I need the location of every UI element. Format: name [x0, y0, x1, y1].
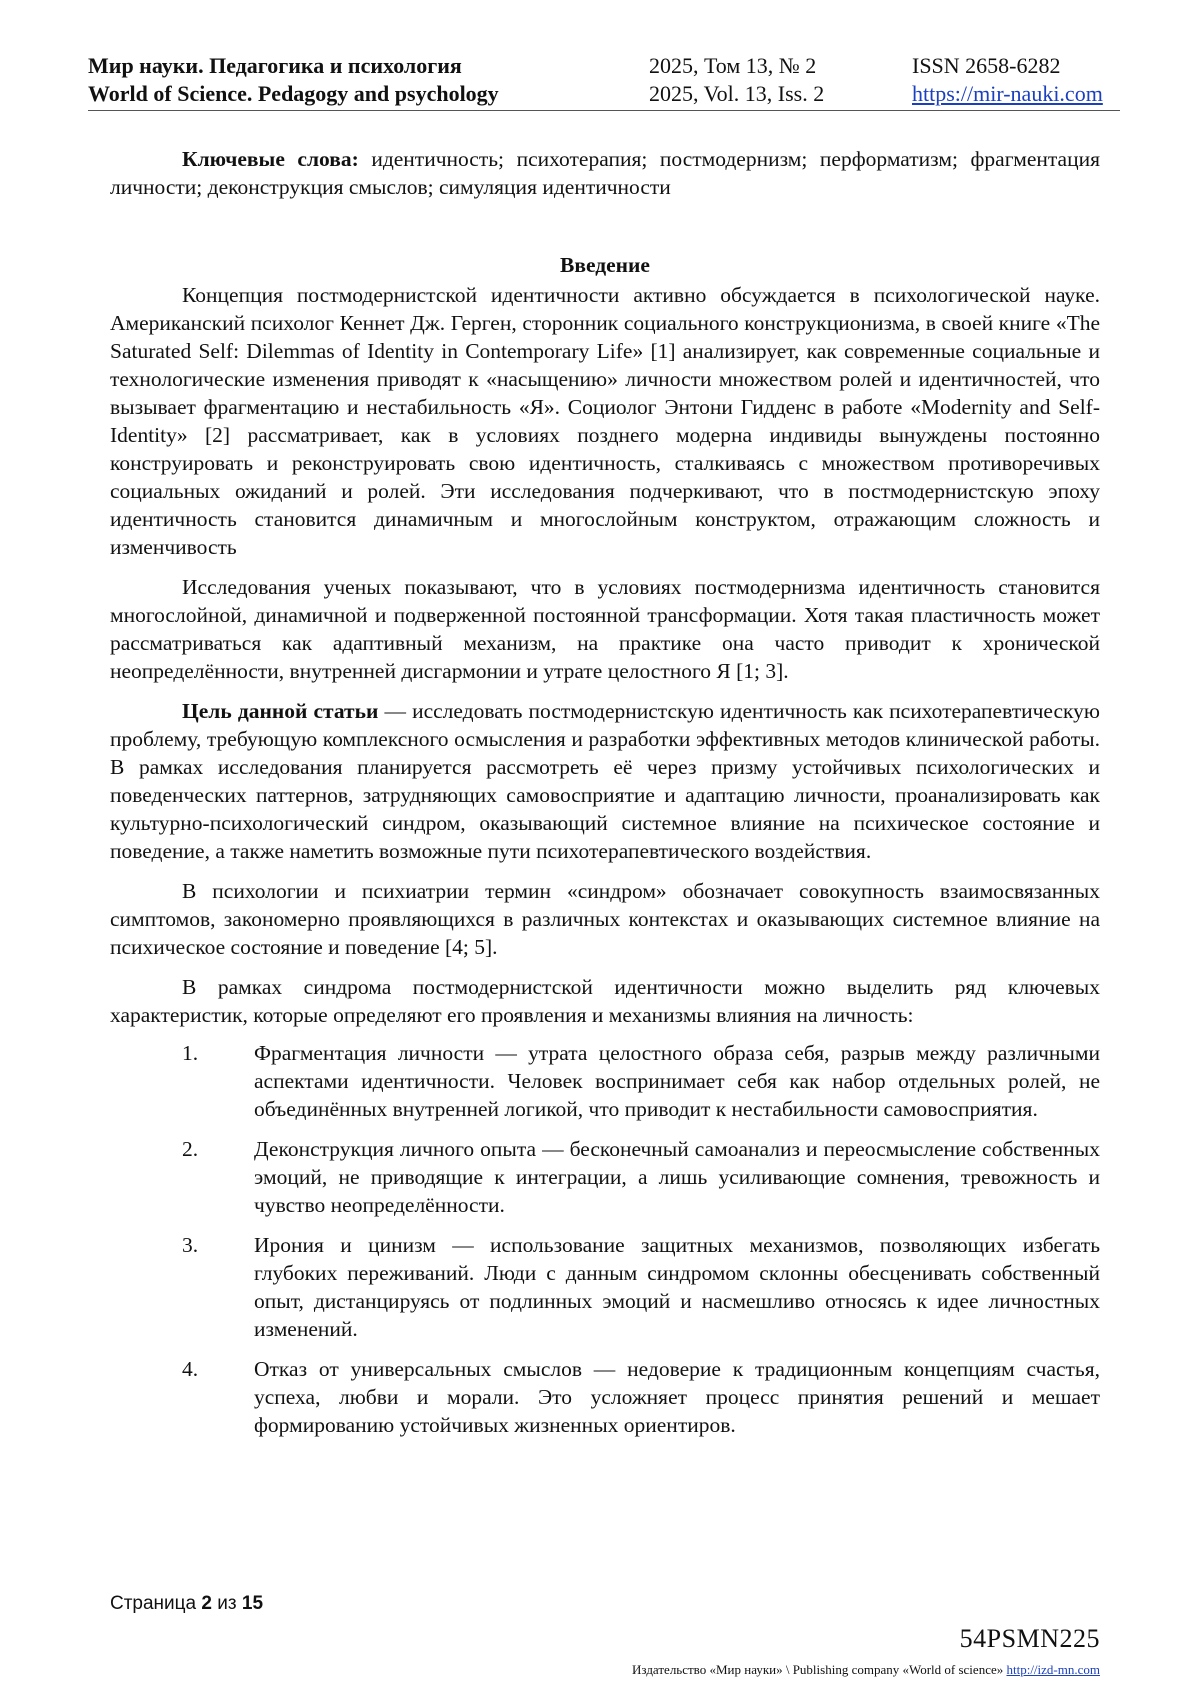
- journal-link[interactable]: https://mir-nauki.com: [912, 81, 1103, 106]
- list-item-number: 2.: [182, 1137, 199, 1161]
- keywords-paragraph: [110, 145, 1100, 201]
- list-item-number: 4.: [182, 1357, 199, 1381]
- page-counter: [110, 1593, 263, 1615]
- intro-paragraph-4: В психологии и психиатрии термин «синдром» обозначает совокупность взаимосвязанных симптомов, закономерно проявляющихся в различных контекстах и оказывающих системное влияние на психическое состояние и поведение [4; 5].: [110, 879, 1100, 959]
- intro-paragraph-2: Исследования ученых показывают, что в условиях постмодернизма идентичность становится многослойной, динамичной и подверженной постоянной трансформации. Хотя такая пластичность может рассматриваться как адаптивный механизм, на практике она часто приводит к хронической неопределённости, внутренней дисгармонии и утрате целостного Я [1; 3].: [110, 575, 1100, 683]
- list-item-number: 1.: [182, 1041, 199, 1065]
- list-item-text: Деконструкция личного опыта — бесконечный самоанализ и переосмысление собственных эмоций, не приводящие к интеграции, а лишь усиливающие сомнения, тревожность и чувство неопределённости.: [254, 1137, 1100, 1217]
- journal-header: [88, 52, 1120, 111]
- list-item: [110, 1135, 1100, 1219]
- list-item-text: Отказ от универсальных смыслов — недоверие к традиционным концепциям счастья, успеха, любви и морали. Это усложняет процесс принятия решений и мешает формированию устойчивых жизненных ориентиров.: [254, 1357, 1100, 1437]
- section-heading-intro: Введение: [560, 253, 650, 277]
- intro-paragraph-5: В рамках синдрома постмодернистской идентичности можно выделить ряд ключевых характеристик, которые определяют его проявления и механизмы влияния на личность:: [110, 975, 1100, 1027]
- publisher-line: [632, 1662, 1100, 1678]
- intro-paragraph-1: Концепция постмодернистской идентичности активно обсуждается в психологической науке. Американский психолог Кеннет Дж. Герген, сторонник социального конструкционизма, в своей книге «The Saturated Self: Dilemmas of Identity in Contemporary Life» [1] анализирует, как современные социальные и технологические изменения приводят к «насыщению» личности множеством ролей и идентичностей, что вызывает фрагментацию и нестабильность «Я». Социолог Энтони Гидденс в работе «Modernity and Self-Identity» [2] рассматривает, как в условиях позднего модерна индивиды вынуждены постоянно конструировать и реконструировать свою идентичность, сталкиваясь с множеством противоречивых социальных ожиданий и ролей. Эти исследования подчеркивают, что в постмодернистскую эпоху идентичность становится динамичным и многослойным конструктом, отражающим сложность и изменчивость: [110, 283, 1100, 559]
- list-item-number: 3.: [182, 1233, 199, 1257]
- list-item-text: Фрагментация личности — утрата целостного образа себя, разрыв между различными аспектами идентичности. Человек воспринимает себя как набор отдельных ролей, не объединённых внутренней логикой, что приводит к нестабильности самовосприятия.: [254, 1041, 1100, 1121]
- keywords-text: идентичность; психотерапия; постмодернизм; перформатизм; фрагментация личности; деконструкция смыслов; симуляция идентичности: [110, 147, 1100, 199]
- journal-title-ru: Мир науки. Педагогика и психология: [88, 53, 462, 78]
- issue-block: [649, 52, 824, 108]
- issue-en: 2025, Vol. 13, Iss. 2: [649, 81, 825, 106]
- publisher-link[interactable]: http://izd-mn.com: [1006, 1662, 1100, 1677]
- characteristics-list: [110, 1039, 1100, 1439]
- list-item: [110, 1039, 1100, 1123]
- page-of: из: [217, 1593, 237, 1614]
- issn: ISSN 2658-6282: [912, 53, 1061, 78]
- goal-paragraph: [110, 697, 1100, 865]
- page-current: 2: [201, 1593, 212, 1614]
- list-item: [110, 1355, 1100, 1439]
- page-word: Страница: [110, 1593, 197, 1614]
- journal-title-en: World of Science. Pedagogy and psychology: [88, 81, 499, 106]
- issn-block: [912, 52, 1103, 108]
- page-total: 15: [241, 1593, 264, 1614]
- article-code: 54PSMN225: [959, 1624, 1100, 1653]
- list-item: [110, 1231, 1100, 1343]
- publisher-name: Издательство «Мир науки» \ Publishing company «World of science»: [632, 1662, 1004, 1677]
- list-item-text: Ирония и цинизм — использование защитных механизмов, позволяющих избегать глубоких переживаний. Люди с данным синдромом склонны обесценивать собственный опыт, дистанцируясь от подлинных эмоций и насмешливо относясь к идее личностных изменений.: [254, 1233, 1100, 1341]
- issue-ru: 2025, Том 13, № 2: [649, 53, 817, 78]
- article-body: [110, 145, 1100, 1451]
- goal-label: Цель данной статьи: [182, 699, 379, 723]
- journal-title-block: [88, 52, 499, 108]
- goal-text: — исследовать постмодернистскую идентичность как психотерапевтическую проблему, требующую комплексного осмысления и разработки эффективных методов клинической работы. В рамках исследования планируется рассмотреть её через призму устойчивых психологических и поведенческих паттернов, затрудняющих самовосприятие и адаптацию личности, проанализировать как культурно-психологический синдром, оказывающий системное влияние на психическое состояние и поведение, а также наметить возможные пути психотерапевтического воздействия.: [110, 699, 1100, 863]
- keywords-label: Ключевые слова:: [182, 147, 359, 171]
